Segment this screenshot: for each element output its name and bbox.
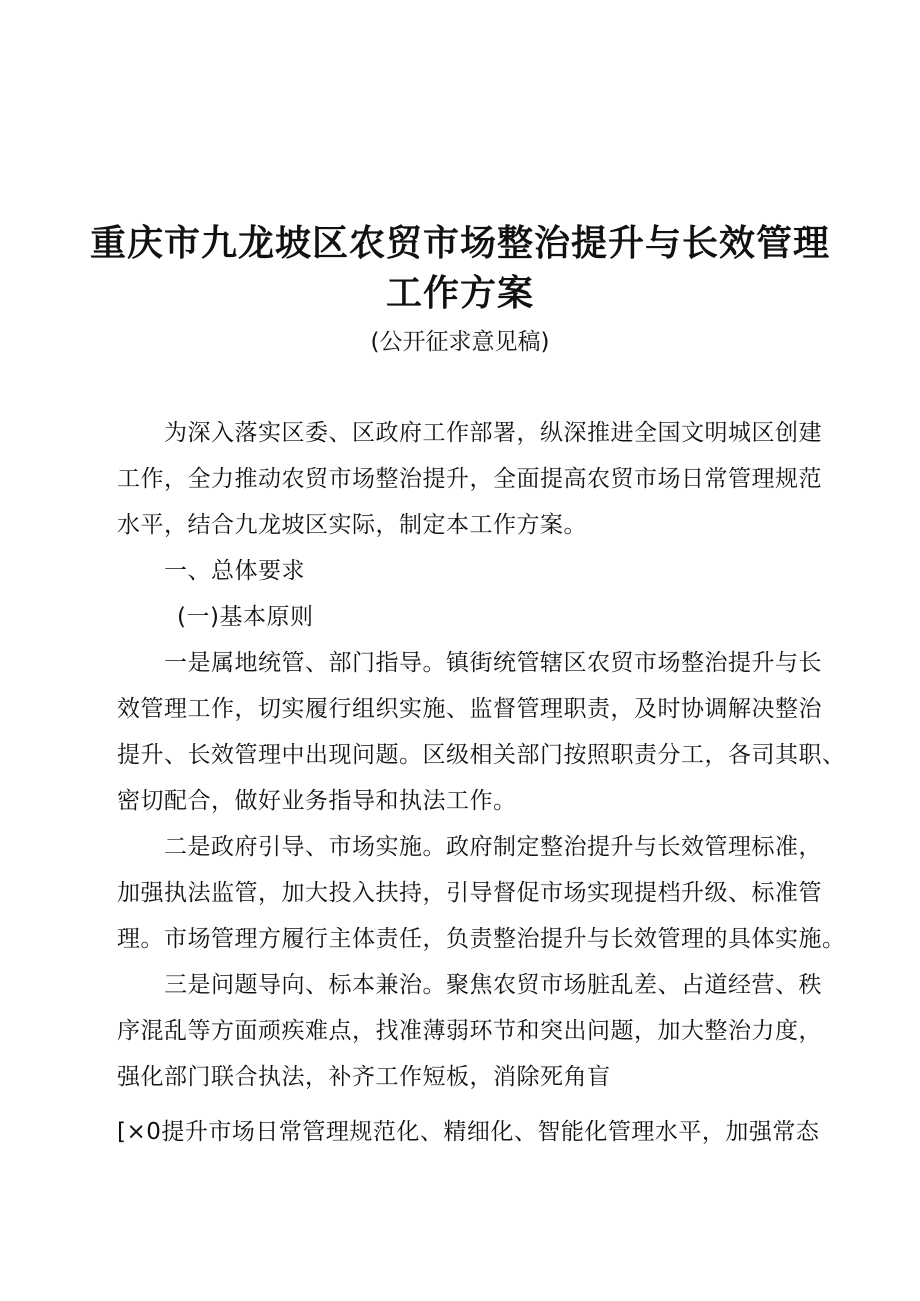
- paragraph-line: 二是政府引导、市场实施。政府制定整治提升与长效管理标准，: [164, 834, 822, 860]
- paragraph-line: 工作，全力推动农贸市场整治提升，全面提高农贸市场日常管理规范: [117, 466, 822, 492]
- paragraph-line: 提升、长效管理中出现问题。区级相关部门按照职责分工，各司其职、: [117, 742, 846, 768]
- paragraph-line: 序混乱等方面顽疾难点，找准薄弱环节和突出问题，加大整治力度，: [117, 1018, 822, 1044]
- paragraph-line: 理。市场管理方履行主体责任，负责整治提升与长效管理的具体实施。: [117, 926, 846, 952]
- paragraph-line: 强化部门联合执法，补齐工作短板，消除死角盲: [117, 1064, 611, 1090]
- paragraph-line: 水平，结合九龙坡区实际，制定本工作方案。: [117, 512, 587, 538]
- document-title-line1: 重庆市九龙坡区农贸市场整治提升与长效管理: [89, 223, 830, 264]
- paragraph-line: 效管理工作，切实履行组织实施、监督管理职责，及时协调解决整治: [117, 696, 822, 722]
- paragraph-line: 加强执法监管，加大投入扶持，引导督促市场实现提档升级、标准管: [117, 880, 822, 906]
- paragraph-line: 一是属地统管、部门指导。镇街统管辖区农贸市场整治提升与长: [164, 650, 822, 676]
- paragraph-line: [×0提升市场日常管理规范化、精细化、智能化管理水平，加强常态: [117, 1119, 820, 1145]
- paragraph-line: 三是问题导向、标本兼治。聚焦农贸市场脏乱差、占道经营、秩: [164, 972, 822, 998]
- document-subtitle: (公开征求意见稿): [370, 329, 550, 355]
- paragraph-line: 为深入落实区委、区政府工作部署，纵深推进全国文明城区创建: [164, 420, 822, 446]
- paragraph-line: 密切配合，做好业务指导和执法工作。: [117, 788, 517, 814]
- subsection-heading: (一)基本原则: [177, 604, 314, 630]
- document-title-line2: 工作方案: [385, 273, 534, 314]
- section-heading: 一、总体要求: [164, 558, 305, 584]
